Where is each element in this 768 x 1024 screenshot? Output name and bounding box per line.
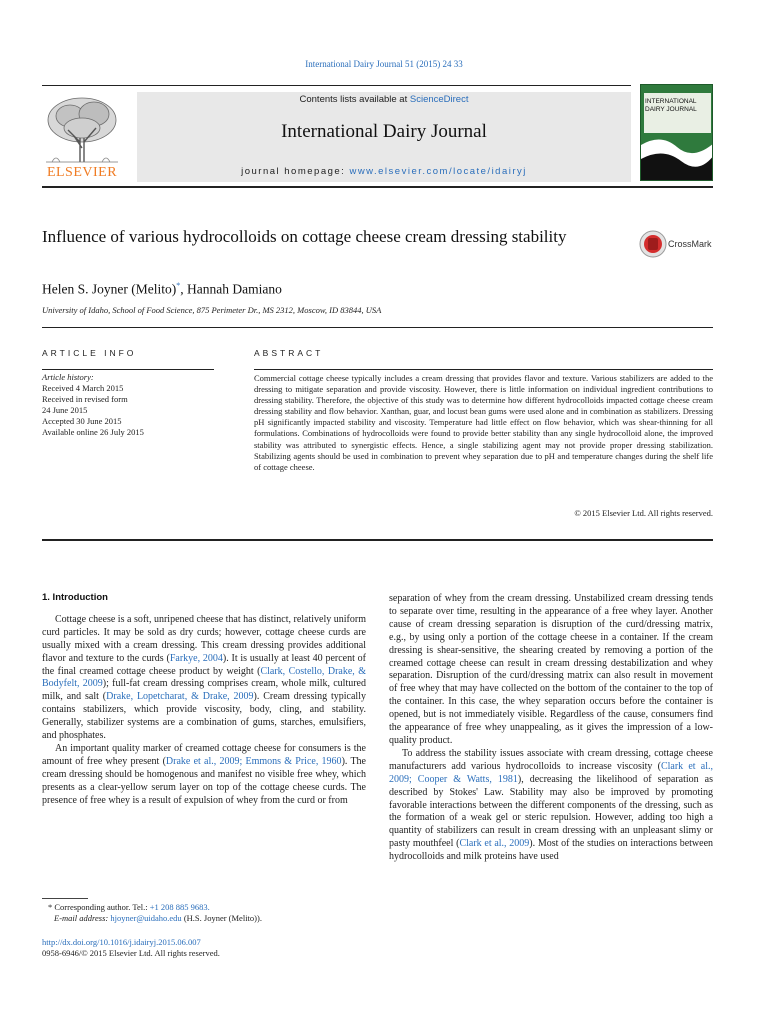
article-title: Influence of various hydrocolloids on cottage cheese cream dressing stability	[42, 227, 567, 246]
contents-line	[137, 94, 631, 105]
email-suffix: (H.S. Joyner (Melito)).	[181, 913, 262, 923]
reference-link[interactable]: Farkye, 2004	[169, 652, 223, 664]
text-run: ), decreasing the likelihood of separation as described by Stokes' Law. Stability may also be improved by promoting favorable interactions between the different components of the dressing, such as the formation of a weak gel or steric repulsion. However, adding too high a quantity of stabilizers can result in cream dressing with an unpleasant slimy or pasty mouthfeel (	[389, 773, 713, 850]
corresponding-author-mark[interactable]: *	[176, 281, 181, 290]
crossmark-label[interactable]: CrossMark	[668, 239, 712, 249]
text-run: ). Most of the studies on interactions between hydrocolloids and milk proteins have used	[389, 838, 714, 863]
author-damiano: Hannah Damiano	[186, 281, 282, 297]
text-run: ). It is usually at least 40 percent of the final creamed cottage cheese product by weight (	[42, 652, 366, 677]
article-info-rule	[42, 369, 214, 370]
reference-link[interactable]: Drake, Lopetcharat, & Drake, 2009	[106, 691, 254, 703]
paragraph	[389, 748, 713, 864]
history-item: Received in revised form	[42, 394, 128, 404]
homepage-prefix: journal homepage:	[241, 166, 350, 177]
journal-cover[interactable]	[640, 84, 713, 181]
abstract-text: Commercial cottage cheese typically includes a cream dressing that provides flavor and texture. Various stabilizers are added to the dressing to mitigate separation and provide viscosity. However, there is little information on individual ingredient contributions to dressing stability. Therefore, the objective of this study was to determine how different hydrocolloids impacted cottage cheese cream dressing stability and flow behavior. Xanthan, guar, and locust bean gums were used alone and in combination as stabilizers. Dressing pH significantly impacted stability and viscosity. Temperature had little effect on flow behavior, which was shear-thinning for all formulations. Combinations of hydrocolloids were found to provide better stability than any single hydrocolloid alone, the improved stability was attributed to synergistic effects. Hence, a single stabilizing agent may not provide proper dressing stabilization. Stabilizing agents should be used in combination to prevent whey separation due to pH and temperature changes during the shelf life of cottage cheese.	[254, 373, 713, 472]
journal-citation[interactable]: International Dairy Journal 51 (2015) 24 33	[305, 59, 463, 69]
email-link[interactable]: hjoyner@uidaho.edu	[110, 913, 182, 923]
abstract-rule	[254, 369, 713, 370]
reference-link[interactable]: Clark et al., 2009	[459, 838, 530, 850]
reference-link[interactable]: Drake et al., 2009; Emmons & Price, 1960	[165, 755, 342, 767]
doi-block	[42, 937, 220, 959]
paragraph: separation of whey from the cream dressing. Unstabilized cream dressing tends to separate over time, resulting in the appearance of a free whey layer. Another cause of cream dressing separation is disruption of the curd/dressing matrix, e.g., by using only a portion of the cottage cheese in a container. If the cream dressing is shear-sensitive, the shearing created by removing a portion of the creamed cottage cheese can result in cream dressing destabilization and whey separation. Disruption of the curd/dressing matrix can also result in movement of free whey that may have collected on the bottom of the container to the top of the container. In this case, the whey separation occurs before the container is opened, but is not immediately visible. Regardless of the cause, consumers find the appearance of free whey unappealing, as it gives the impression of a low-quality product.	[389, 593, 713, 746]
article-info-heading: ARTICLE INFO	[42, 348, 137, 358]
email-line	[48, 913, 262, 924]
issn-line: 0958-6946/© 2015 Elsevier Ltd. All rights reserved.	[42, 948, 220, 958]
body-column-right	[389, 593, 713, 864]
section-title-introduction: 1. Introduction	[42, 592, 108, 603]
text-run: An important quality marker of creamed cottage cheese for consumers is the amount of free whey present (	[42, 742, 366, 767]
abstract-copyright: © 2015 Elsevier Ltd. All rights reserved.	[574, 508, 713, 518]
homepage-link[interactable]: www.elsevier.com/locate/idairyj	[349, 166, 527, 177]
author-list	[42, 281, 282, 298]
text-run: Cottage cheese is a soft, unripened cheese that has distinct, relatively uniform curd particles. It may be sold as dry curds; however, cottage cheese curds are usually mixed with a cream dressing. This cream dressing provides additional flavor and texture to the curds (	[42, 613, 366, 664]
affiliation: University of Idaho, School of Food Science, 875 Perimeter Dr., MS 2312, Moscow, ID 83844, USA	[42, 305, 382, 315]
body-column-left	[42, 592, 366, 808]
history-item: Available online 26 July 2015	[42, 427, 144, 437]
header-rule-bottom	[42, 186, 713, 188]
phone-link[interactable]: +1 208 885 9683.	[149, 902, 210, 912]
sciencedirect-link[interactable]: ScienceDirect	[409, 94, 469, 105]
reference-link[interactable]: Clark et al., 2009; Cooper & Watts, 1981	[389, 760, 714, 785]
footnote-mark: *	[48, 902, 53, 912]
header-rule-top	[42, 85, 631, 86]
cover-title: INTERNATIONAL DAIRY JOURNAL	[645, 98, 697, 113]
author-joyner: Helen S. Joyner (Melito)	[42, 281, 177, 297]
journal-homepage	[137, 166, 631, 177]
footnote-corresponding	[48, 902, 262, 924]
article-history	[42, 372, 214, 438]
text-run: ); full-fat cream dressing comprises cream, whole milk, cultured milk, and salt (	[42, 678, 366, 703]
affiliation-rule	[42, 327, 713, 328]
history-item: Accepted 30 June 2015	[42, 416, 122, 426]
text-run: ). The cream dressing should be homogenous and manifest no visible free whey, which presents as a clear-yellow serum layer on top of the cottage cheese curds. The presence of free whey is a result of expulsion of whey from the curd or from	[42, 755, 366, 806]
history-label: Article history:	[42, 372, 94, 382]
paragraph	[42, 743, 366, 808]
contents-prefix: Contents lists available at	[299, 94, 410, 105]
reference-link[interactable]: Clark, Costello, Drake, & Bodyfelt, 2009	[42, 665, 366, 690]
text-run: ). Cream dressing typically contains stabilizers, which provide viscosity, body, cling, and stability. Generally, stabilizer systems are a combination of gums, starches, emulsifiers, and phosphates.	[42, 691, 366, 742]
paragraph	[42, 614, 366, 743]
abstract-rule-bottom	[42, 539, 713, 541]
abstract-heading: ABSTRACT	[254, 348, 324, 358]
doi-link[interactable]: http://dx.doi.org/10.1016/j.idairyj.2015.06.007	[42, 937, 201, 947]
corresponding-author-line	[48, 902, 262, 913]
email-label: E-mail address:	[54, 913, 111, 923]
history-item: 24 June 2015	[42, 405, 88, 415]
author-separator: ,	[180, 281, 187, 297]
footnote-rule	[42, 898, 88, 899]
text-run: To address the stability issues associate with cream dressing, cottage cheese manufacturers add various hydrocolloids to increase viscosity (	[389, 747, 713, 772]
elsevier-wordmark: ELSEVIER	[46, 165, 118, 180]
corresponding-label: Corresponding author. Tel.:	[52, 902, 150, 912]
history-item: Received 4 March 2015	[42, 383, 124, 393]
journal-name: International Dairy Journal	[281, 121, 487, 142]
